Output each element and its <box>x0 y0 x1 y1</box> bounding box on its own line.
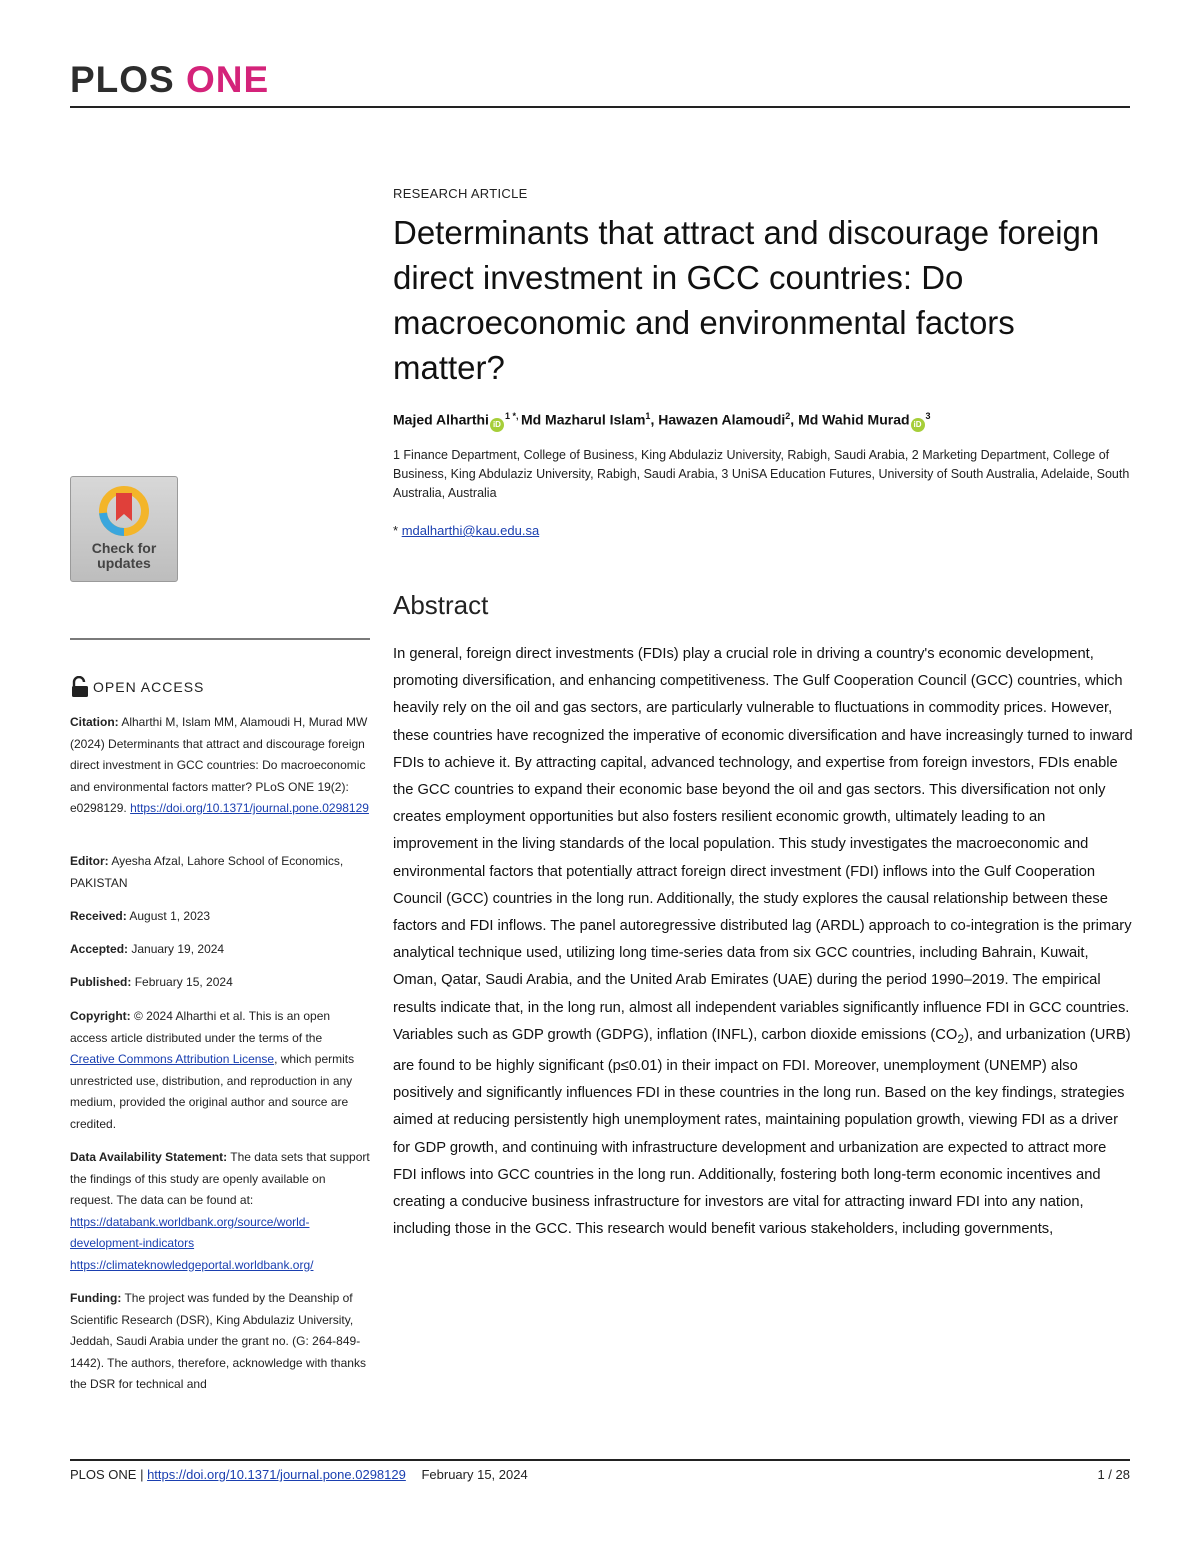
citation-doi-link[interactable]: https://doi.org/10.1371/journal.pone.0298129 <box>130 801 369 815</box>
abstract-part-2: ), and urbanization (URB) are found to be highly significant (p≤0.01) in their impact on FDI. Moreover, unemployment (UNEMP) also positively and significantly influences FDI in these countries in the long run. Based on the key findings, strategies aimed at reducing persistently high unemployment rates, maintaining population growth, viewing FDI as a driver for GDP growth, and continuing with infrastructure development and urbanization are expected to attract more FDI inflows into GCC countries in the long run. Additionally, fostering both long-term economic incentives and creating a conducive business infrastructure for investors are vital for attracting inward FDI into any nation, including those in the GCC. This research would benefit various stakeholders, including governments, <box>393 1026 1131 1238</box>
footer-date: February 15, 2024 <box>421 1467 528 1482</box>
footer-divider <box>70 1459 1130 1461</box>
data-availability-block <box>70 1147 370 1276</box>
affiliations: 1 Finance Department, College of Business, King Abdulaziz University, Rabigh, Saudi Arabia, 2 Marketing Department, College of Business, King Abdulaziz University, Rabigh, Saudi Arabia, 3 UniSA Education Futures, University of South Australia, Adelaide, South Australia, Australia <box>393 448 1130 500</box>
published-label: Published: <box>70 975 132 989</box>
article-type: RESEARCH ARTICLE <box>393 186 528 201</box>
corresponding-email <box>393 523 539 538</box>
footer-separator: | <box>136 1467 148 1482</box>
copyright-label: Copyright: <box>70 1009 131 1023</box>
open-access-text: OPEN ACCESS <box>93 679 205 695</box>
article-title: Determinants that attract and discourage foreign direct investment in GCC countries: Do macroeconomic and environmental factors matter? <box>393 214 1100 386</box>
badge-line-1: Check for <box>91 540 157 556</box>
funding-text: The project was funded by the Deanship of Scientific Research (DSR), King Abdulaziz University, Jeddah, Saudi Arabia under the grant no. (G: 264-849-1442). The authors, therefore, acknowledge with thanks the DSR for technical and <box>70 1291 366 1391</box>
crossmark-icon <box>96 483 152 539</box>
copyright-block <box>70 1006 370 1135</box>
author-affil-sup: 1 *, <box>504 411 521 421</box>
email-star: * <box>393 523 399 538</box>
open-access-label <box>70 676 204 698</box>
header-divider <box>70 106 1130 108</box>
author-affil-sup: 3 <box>925 411 931 421</box>
citation-block <box>70 712 370 820</box>
accepted-date: January 19, 2024 <box>131 942 225 956</box>
worldbank-link[interactable]: https://databank.worldbank.org/source/world-development-indicators <box>70 1214 310 1250</box>
author-affil-sup: 1 <box>645 411 651 421</box>
abstract-heading: Abstract <box>393 590 489 620</box>
copyright-text-end: , which permits unrestricted use, distribution, and reproduction in any medium, provided the original author and source are credited. <box>70 1052 355 1131</box>
open-lock-icon <box>70 676 90 698</box>
logo-plos: PLOS <box>70 59 175 100</box>
citation-label: Citation: <box>70 715 119 729</box>
received-date: August 1, 2023 <box>129 909 211 923</box>
funding-label: Funding: <box>70 1291 122 1305</box>
citation-text: Alharthi M, Islam MM, Alamoudi H, Murad MW (2024) Determinants that attract and discourage foreign direct investment in GCC countries: Do macroeconomic and environmental factors matter? PLoS ONE 19(2): e0298129. <box>70 715 368 815</box>
abstract-text <box>393 641 1133 1243</box>
footer-journal: PLOS ONE <box>70 1467 137 1482</box>
data-availability-text: The data sets that support the findings of this study are openly available on request. The data can be found at: <box>70 1150 370 1207</box>
sidebar-divider <box>70 638 370 640</box>
data-availability-label: Data Availability Statement: <box>70 1150 228 1164</box>
abstract-part-1: In general, foreign direct investments (FDIs) play a crucial role in driving a country's economic development, promoting diversification, and enhancing competitiveness. The Gulf Cooperation Council (GCC) countries, which heavily rely on the oil and gas sectors, are particularly vulnerable to fluctuations in commodity prices. However, these countries have recognized the imperative of economic diversification and have increasingly turned to inward FDIs to achieve it. By attracting capital, advanced technology, and expertise from foreign investors, FDIs enable the GCC countries to expand their economic base beyond the oil and gas sectors. This diversification not only creates employment opportunities but also fosters resilient economic growth, ultimately leading to an improvement in the living standards of the local population. This study investigates the macroeconomic and environmental factors that potentially attract foreign direct investment (FDI) inflows into the Gulf Cooperation Council (GCC) countries in the long run. Additionally, the study explores the causal relationship between these factors and FDI inflows. The panel autoregressive distributed lag (ARDL) approach to co-integration is the primary analytical technique used, utilizing long time-series data from six GCC countries, including Bahrain, Kuwait, Oman, Qatar, Saudi Arabia, and the United Arab Emirates (UAE) during the period 1990–2019. The empirical results indicate that, in the long run, almost all independent variables significantly influence FDI in GCC countries. Variables such as GDP growth (GDPG), inflation (INFL), carbon dioxide emissions (CO <box>393 646 1133 1043</box>
published-line <box>70 972 370 994</box>
email-link[interactable]: mdalharthi@kau.edu.sa <box>401 523 540 538</box>
author-affil-sup: 2 <box>785 411 791 421</box>
author-name[interactable]: Md Wahid Murad <box>798 411 910 428</box>
received-line <box>70 906 370 928</box>
author-name[interactable]: Md Mazharul Islam <box>520 411 646 428</box>
footer-doi-link[interactable]: https://doi.org/10.1371/journal.pone.0298129 <box>147 1467 406 1482</box>
climate-portal-link[interactable]: https://climateknowledgeportal.worldbank.org/ <box>70 1257 314 1272</box>
editor-text: Ayesha Afzal, Lahore School of Economics, PAKISTAN <box>70 854 344 890</box>
license-link[interactable]: Creative Commons Attribution License <box>70 1052 275 1066</box>
accepted-label: Accepted: <box>70 942 129 956</box>
copyright-text: © 2024 Alharthi et al. This is an open access article distributed under the terms of the <box>70 1009 331 1045</box>
page-footer <box>70 1467 1130 1482</box>
orcid-icon[interactable]: iD <box>490 418 504 432</box>
published-date: February 15, 2024 <box>134 975 233 989</box>
co2-subscript: 2 <box>957 1031 965 1046</box>
editor-label: Editor: <box>70 854 109 868</box>
funding-block <box>70 1288 370 1396</box>
orcid-icon[interactable]: iD <box>911 418 925 432</box>
page-number: 1 / 28 <box>1097 1467 1130 1482</box>
journal-logo <box>70 60 269 100</box>
editor-block <box>70 851 370 894</box>
check-for-updates-badge[interactable] <box>70 476 178 582</box>
received-label: Received: <box>70 909 127 923</box>
accepted-line <box>70 939 370 961</box>
author-name[interactable]: Majed Alharthi <box>393 411 489 428</box>
check-for-updates-label <box>71 541 177 571</box>
badge-line-2: updates <box>97 555 151 571</box>
author-name[interactable]: Hawazen Alamoudi <box>658 411 786 428</box>
author-list: Majed Alharthi $iD^{1 *,}$ Md Mazharul Islam$^1$, Hawazen Alamoudi$^2$, Md Wahid Murad $iD^3$ <box>393 405 1133 432</box>
logo-one: ONE <box>186 59 270 100</box>
